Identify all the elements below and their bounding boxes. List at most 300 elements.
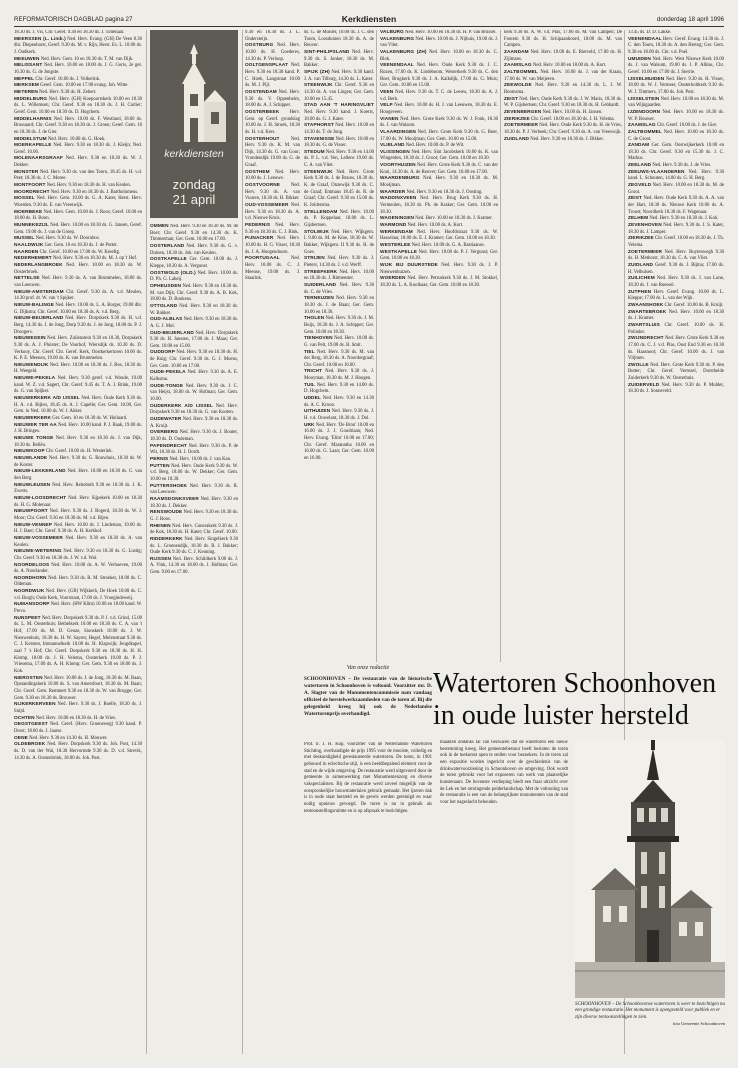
place-name: WAGENINGEN [380,216,414,222]
place-name: VIANEN [380,116,399,122]
place-name: SINT-PHILIPSLAND [304,49,350,55]
place-name: UDDEL [304,396,321,402]
church-service-entry: STOLWIJK Ned. Herv. Wijkgem. I. 9.00 ds. M. de Kloe, 18.30 ds. W. Bakker, Wijkgem. II 9.30 ds. H. de Goes. [304,229,374,255]
church-service-entry: NIEUWER TER AA Ned. Herv. 10.00 kand. P. J. Baak, 19.00 ds. J. H. Bringes. [14,422,142,435]
church-service-entry: OUDDORP Ned. Herv. 9.30 en 18.30 ds. H. de Ruig; Chr. Geref. 9.30 ds. G. J. Moens, Ger. Gem. 10.00 en 17.00. [150,350,238,369]
place-name: WAARDENBURG [380,176,420,182]
place-name: MOSSEL [14,196,35,202]
place-name: VEEN [380,89,394,95]
place-name: NIEUWPOORT [14,509,48,515]
church-service-entry: IJSSELMUIDEN Ned. Herv. 9.30 ds. H. Visser, 18.00 ds. W. J. Vermeer, Oosterholtkerk 9.30 ds. W. J. Timmers, 17.00 ds. Joh. Post. [628,76,724,95]
church-service-entry: OEGSTGEEST Ned. Geref. (Herv. Groeneweg) 9.30 kand. P. Drost; 18.00 ds. J. Jaarse. [14,722,142,734]
place-name: ZUIDLAND [504,136,530,142]
church-service-entry: RAAMSDONKSVEER Ned. Herv. 9.30 en 18.30 ds. J. Dekker. [150,496,238,509]
place-name: THOLEN [304,316,325,322]
place-name: OOSTERHOUT [245,136,280,142]
place-name: STEENWIJK [304,83,333,89]
place-name: ZUILICHEM [628,276,655,282]
church-service-entry: NOORDHORN Ned. Herv. 9.30 ds. R. M. Stroeker, 18.00 ds. C. Oldeman. [14,575,142,588]
church-service-entry: OOSTERLAND Ned. Herv. 9.30 ds. G. v. Duinen, 18.30 ds. Joh. van Keulen. [150,243,238,256]
church-service-entry: UDDEL Ned. Herv. 9.30 en 14.30 ds. A. C. Kroon. [304,396,374,408]
place-name: NUMANSDORP [14,602,50,608]
church-service-entry: WIJK BIJ DUURSTEDE Ned. Herv. 9.30 ds. J. P. Nieuwenhuizen. [380,262,498,275]
church-service-entry: WADDINXVEEN Ned. Herv. Brug Kerk 9.30 ds. H. Vermeulen, 18.30 ds. Ph. de Kraker; Ger. Gem. 10.00 en 18.30. [380,196,498,215]
church-service-entry: WAARDENBURG Ned. Herv. 9.30 en 18.30 ds. M. Mooijman. [380,176,498,189]
photo-credit: foto Gemeente Schoonhoven [672,1020,725,1026]
church-service-entry: OCHTEN Ned. Herv. 10.00 en 18.30 ds. H. de Vries. [14,715,117,721]
church-service-entry: NIEUW-VENNEP Ned. Herv. 10.00 ds. J. Lindeman, 19.00 ds. H. J. Baer; Chr. Geref. 9.30 ds. A. H. Kerkhof. [14,522,142,535]
place-name: MIDDELSTUM [14,136,47,142]
church-service-entry: VEENENDAAL Herv. Geref. Evang. 14.30 ds. J. C. den Toom, 18.30 ds. A. den Hertog; Ger. Gem. 9.30 en 18.00 ds. Chr. v.d. Poel. [628,36,724,55]
church-service-entry: VEENENDAAL Ned. Herv. Oude Kerk 9.30 ds. J. C. Rozen, 17.00 ds. K. Lindeboom, Westerkerk 9.30 ds. C. den Boer, Brugkerk 9.30 ds. J. A. Kalkdijk, 17.00 ds. G. Muis; Ger. Gem. 10.00 en 15.00. [380,63,498,89]
place-name: ZWAANSHOEK [628,302,664,308]
place-name: ZEVENHOVEN [628,223,662,229]
church-service-entry: TERNEUZEN Ned. Herv. 9.30 en 18.30 ds. J. de Baan; Ger. Gem. 10.00 en 18.30. [304,296,374,315]
place-name: OCHTEN [14,715,35,721]
place-name: ZWARTEBROEK [628,309,667,315]
place-name: IJZENDOORN [628,109,661,115]
church-service-entry: ZOETERMEER Ned. Herv. Oude Kerk 9.30 ds. H. de Vries, 18.30 ds. P. J. Verbeek; Chr. Geref. 9.30 ds. A. van Vreeswijk. [504,123,622,135]
church-service-entry: MONTFOORT Ned. Herv. 9.30 en 18.30 ds. H. van Keulen. [14,183,131,189]
church-service-entry: MEEUWEN Ned. Herv. Gem. 10 en 18.30 ds. T. M. van Dijk. [14,56,134,62]
place-name: MEEUWEN [14,56,40,62]
place-name: ZELHEM [628,216,649,222]
church-service-entry: MIDDELBURG Ned. Herv. (GH) Koepoortskerk 10.00 en 18.30 ds. L. Willemsen; Chr. Geref. 9.30 en 18.30 ds. J. H. Carlier; Geref. Gem. 10.00 en 18.30 ds. D. Hogchem. [14,96,142,115]
place-name: MEERSSEN (L. Limb.) [14,36,66,42]
place-name: ZEEWOLDE [504,83,532,89]
church-service-entry: STREEFKERK Ned. Herv. 10.00 en 18.30 ds. J. Ritmeester. [304,269,374,282]
place-name: ZANDAM [628,143,650,149]
church-service-entry: ZANDAM Ger. Gem. Oostwijkerkerk 10.00 en 18.30 ds. Chr. Geref. 9.30 en 15.30 ds. J. C. Markus. [628,143,724,162]
place-name: ZEIST [504,96,518,102]
watertower-photo [575,740,725,998]
church-service-entry: kerk 9.30 ds. A. W. v.d. Plas, 17.00 ds. M. van Campen; De Fontein 9.30 ds. H. Schipaanboord, 18.00 ds. M. van Campen. [504,30,622,49]
place-name: STAPHORST [304,123,334,129]
place-name: RHENEN [150,523,171,529]
church-service-entry: NIEUWE TONGE Ned. Herv. 9.30 en 18.30 ds. J. van Dijk, 18.30 ds. Beliën. [14,436,142,448]
place-name: WESTKAPELLE [380,249,417,255]
church-service-entry: MELISSANT Ned. Herv. 10.00 en 18.00 ds. J. G. Goris, 2e ger. 10.30 ds. G. de Jongste. [14,63,142,75]
place-name: NAALDWIJK [14,243,44,248]
church-service-entry: SINT-PHILIPSLAND Ned. Herv. 9.30 ds. S. Jonker, 18.30 ds. M. Bakker. [304,49,374,69]
place-name: WARMOND [380,223,407,229]
place-name: IJSSELMUIDEN [628,76,665,82]
feature-byline: Van onze redactie [346,665,390,671]
church-service-entry: METEREN Ned. Herv. 9.30 ds. H. Zebert. [14,89,97,95]
masthead-date: donderdag 18 april 1996 [656,16,724,23]
listing-column-2 [150,224,238,1054]
place-name: NIEUWLEUSEN [14,482,51,488]
place-name: NIEUWLANDE [14,456,48,461]
place-name: NOORDELOOS [14,562,50,568]
church-service-entry: NEDERLANGBROEK Ned. Herv. 10.00 en 18.30 ds. W. Oosterbroek. [14,262,142,275]
church-service-entry: IJZENDOORN Ned. Herv. 10.00 en 18.30 ds. W. P. Bouwer. [628,109,724,122]
church-service-entry: NAARDEN Chr. Geref. 10.00 en 17.00 ds. W. Kreeftg. [14,249,121,255]
church-service-entry: ZEIST Ned. Herv. Oude Kerk 9.30 ds. J. W. Maris, 18.30 ds. W. P. Gijsbertsen; Chr. Geref. 9.30 en 18.30 ds. H. Gebhardt. [504,96,622,109]
church-service-entry: 18.30 ds. J. Vis, Chr. Geref. 9.30 en 18.30 ds. J. Tollenaar. [14,30,125,35]
feature-headline: Watertoren Schoonhoven in oude luister hersteld [433,668,717,731]
place-name: MONTFOORT [14,183,46,189]
listing-column-5 [380,30,498,662]
place-name: RIJSSEN [150,556,172,562]
place-name: NIEUW-VENNEP [14,522,53,528]
church-service-entry: TIENHOVEN Ned. Herv. 10.00 ds. G. van Pelt, 19.00 ds. B. Smit. [304,336,374,348]
place-name: MOORDRECHT [14,189,50,195]
church-service-entry: MOORDRECHT Ned. Herv. 9.30 en 18.30 ds. J. Bartholomeus. [14,189,139,195]
church-service-entry: TRICHT Ned. Herv. 9.30 ds. J. Mooyman, 18.30 ds. M. J. Hoogen. [304,369,374,382]
church-service-entry: RENSWOUDE Ned. Herv. 9.30 en 18.30 ds. G. J. Roos. [150,510,238,522]
church-service-entry: OOSTVOORNE Ned. Herv. 9.30 ds. A. van Vuuren, 18.30 ds. H. Bikker. [245,183,300,202]
place-name: OVERBERG [150,430,178,436]
place-name: STEENWIJK [304,169,333,175]
church-service-entry: MEERSSEN (L. Limb.) Ned. Herv. Evang. (GH) De Veen 8.30 dhr. Diepenhorst, Geref. 9.30 ds. M. v. Rijn, Herst. Ev. L. 10.00 ds. J. Oudkerk. [14,36,142,55]
church-service-entry: MIDDELSTUM Ned. Herv. 10.00 ds. G. Hoek. [14,136,106,142]
church-service-entry: ZALTBOMMEL Ned. Herv. 10.00 en 18.30 ds. C. de Groot. [628,129,724,142]
church-service-entry: STAVENISSE Ned. Herv. 10.00 en 18.30 ds. G. de Visser. [304,136,374,149]
place-name: WADDINXVEEN [380,196,417,202]
church-service-entry: VALKENBURG Ned. Herv. 10.00 ds. J. Nijhuis, 19.00 ds. J. van Vliet. [380,36,498,49]
place-name: OUDERKERK A/D IJSSEL [150,403,213,409]
church-service-entry: NIEUWKOOP Chr. Geref. 10.00 ds. H. Westerink. [14,449,113,455]
church-service-entry: VALKENBURG (ZH) Ned. Herv. 10.00 en 18.30 ds. C. Blok. [380,49,498,62]
place-name: VOORTHUIZEN [380,163,416,169]
church-service-entry: ZEEWOLDE Ned. Herv. 9.30 en 14.30 ds. L. J. W. Boomsma. [504,83,622,95]
place-name: VLAARDINGEN [380,129,416,135]
place-name: VALKENBURG (ZH) [380,49,427,55]
church-service-entry: WERKENDAM Ned. Herv. Hoofdstraat 9.30 ds. W. Hasselaar, 18.00 ds. E. J. Kramer; Ger. Gem. 10.00 en 18.30. [380,229,498,242]
church-service-entry: STEENWIJK Chr. Geref. 9.30 en 14.30 ds. A. van Lingen; Ger. Gem. 10.00 en 15.45. [304,83,374,102]
place-name: SUIDERLAND [304,282,337,288]
place-name: OUDDORP [150,350,175,356]
place-name: OPHEUSDEN [150,283,181,289]
place-name: MUNNEKEZIJL [14,223,49,229]
place-name: OUDE-TONGE [150,383,184,389]
church-service-entry: VALBURG Ned. Herv. 10.00 en 18.30 ds. H. P. van Brussel. [380,30,497,35]
church-service-entry: NIEUWE-PEKELA Ned. Herv. 9.30 geref. v.d. Woude, 19.00 kand. W. Z. v.d. Sagert, Chr. Geref. 9.45 ds. T. A. J. Brink, 19.00 ds. G. van Spijker. [14,376,142,395]
place-name: TERNEUZEN [304,296,334,302]
place-name: IJSSELSTEIN [628,96,660,102]
church-service-entry: NIEUWPOORT Ned. Herv. 9.30 ds. J. Bogerd, 18.30 ds. W. J. Moor; Chr. Geref. 9.30 en 18.30 ds. M. v.d. Bijen. [14,509,142,521]
place-name: TUIL [304,382,315,388]
place-name: NIEUW-LOOSDRECHT [14,495,67,501]
church-service-entry: OUDE-PEKELA Ned. Herv. 9.30 ds. A. E. Kalksma. [150,370,238,383]
place-name: OLDEBROEK [14,742,46,748]
feature-body-column-1: Prof. ir. J. H. Kop, voorzitter van de Nederlandse Watertoren Stichting, overhandigde de prijs 1995 voor de mooiste, volledig en met deskundigheid gerestaureerde watertoren. De toren, in 1901 gebouwd in eclectische stijl, is een beeldbepalend element voor de stad en de wijde omgeving. De restauratie werd uitgevoerd door de gemeente in samenwerking met Monumentenzorg en diverse vakspecialisten. Bij de restauratie werd zoveel mogelijk van de oorspronkelijke bouwmaterialen gebruik gemaakt. Het ijzeren dak is in oude staat hersteld en de gevels werden gereinigd en waar nodig opnieuw gevoegd. De toren is nu in gebruik als tentoonstellingsruimte en is op afspraak te bezichtigen. [304,742,432,814]
place-name: ZWOLLE [628,362,649,368]
place-name: VEENENDAAL [380,63,414,69]
place-name: OOSTWOLD (OLD.) [150,270,196,276]
church-service-entry: OMMEN Ned. Herv. 9.30 en 18.30 ds. M. de Boer; Chr. Geref. 9.30 en 14.30 ds. K. Timmerman; Ger. Gem. 10.00 en 17.00. [150,224,238,243]
place-name: ZEIST [628,196,642,202]
listing-column-1 [14,30,142,1054]
place-name: ZUIDERVELD [628,382,660,388]
place-name: ZAANDAM [504,49,529,55]
church-service-entry: WARMOND Ned. Herv. 10.00 ds. A. Kort. [380,223,464,229]
place-name: MONSTER [14,169,39,175]
church-service-entry: MOLENAARSGRAAF Ned. Herv. 9.30 en 18.30 ds. W. J. Dekker. [14,156,142,169]
church-service-entry: MUNNEKEZIJL Ned. Herv. 10.00 en 18.30 ds. G. Jansen, Geref. Gem. 19.00 ds. J. van de Groep. [14,223,142,235]
church-service-entry: NIEUW-AMSTERDAM Chr. Geref. 9.30 ds. A. v.d. Meulen, 14.30 prof. dr. W. van 't Spijker. [14,289,142,302]
church-service-entry: WAARDER Ned. Herv. 9.30 en 18.30 ds. J. Oosting. [380,189,483,195]
church-service-entry: STELLENDAM Ned. Herv. 10.00 ds. P. Koppelaar, 18.00 ds. L. Gijsbertsen. [304,209,374,229]
place-name: VALBURG [380,30,404,35]
place-name: NIEUW-BALINGE [14,302,54,308]
place-name: TIEL [304,349,315,355]
church-service-entry: NIJKERKERVEEN Ned. Herv. 9.30 ds. J. Roelle, 18.30 ds. J. Snijd. [14,702,142,714]
place-name: MOERKAPELLE [14,143,52,149]
place-name: OOSTBURG [245,43,274,49]
kerkdiensten-date [150,178,238,207]
place-name: ZEGVELD [628,183,652,189]
place-name: ZALTBOMMEL [628,129,662,135]
church-service-entry: TIEL Ned. Herv. 9.30 ds. M. van der Berg, 18.30 ds. A. Noordergraaf; Chr. Geref. 10.00 en 16.00. [304,349,374,368]
church-service-entry: ZUIDLAND Geref. 9.30 ds. J. Bijma; 17.00 ds. H. Velhuisen. [628,262,724,275]
church-service-entry: NIEUW-BALINGE Ned. Herv. 10.00 ds. L. A. Borger, 19.00 dhr. G. Dijkstra; Chr. Geref. 10.00 en 18.30 ds. A. v.d. Berg. [14,302,142,315]
church-service-entry: NIEUWERKERK Ger. Gem. 10 en 18.30 ds. W. Hullaard. [14,416,128,422]
church-service-entry: NETTELSE Ned. Herv. 9.30 ds. A. van Brummelen, 18.00 ds. van Leeuwen. [14,276,142,288]
place-name: MIDDELBURG [14,96,48,102]
masthead [14,14,724,27]
place-name: NIEUW-LEKKERLAND [14,469,66,475]
feature-lead: SCHOONHOVEN – De restauratie van de historische watertoren in Schoonhoven is voltooid. Voorzitter mr. D. A. Slagter van de Monumentencommissie nam vandaag officieel de herstelwerkzaamheden van de toren af. Bij die gelegenheid kreeg hij ook de Nederlandse Watertorenprijs overhandigd. [304,676,432,718]
church-service-entry: OOSTENDAM Ned. Herv. 9.30 ds. V. Oppenheim, 18.00 ds. A. J. Schipper. [245,89,300,109]
church-service-entry: OLDEBROEK Ned. Herv. Dorpskerk 9.30 ds. Joh. Post, 14.30 ds. D. van der Wal, 18.30 Hervormde 9.30 ds. D. v.d. Strevik, 14.30 ds. A. Oostenbrink, 18.00 ds. Joh. Post. [14,742,142,761]
church-service-entry: POORTUGAAL Ned. Herv. 10.00 ds. C. J. Meeuse, 19.00 ds. J. Staarink. [245,256,300,282]
place-name: STAVENISSE [304,136,335,142]
place-name: ZAAMSLAG [504,63,532,69]
church-service-entry: WESTERLEE Ned. Herv. 10.00 ds. G. A. Bastiaanse. [380,243,485,248]
church-service-entry: NIEUWERKERK A/D IJSSEL Ned. Herv. Oude Kerk 9.30 ds. H. A. v.d. Bijlen, 18.45 ds. A. J. Capelle; Ger. Gem. 10.00, Ger. Gem. in Ned. 10.00 ds. W. J. Akker. [14,396,142,415]
church-service-entry: MERKSEM Geref. Gem. 10.00 en 17.00 evang. Joh. Witte. [14,83,129,89]
place-name: PIJNACKER [245,236,274,242]
place-name: NIEUWEGEIN [14,336,46,342]
place-name: NIEUW-AMSTERDAM [14,289,64,295]
church-service-entry: OOSTWOLD (OLD.) Ned. Herv. 10.00 ds. D. Ph. G. Laheij. [150,270,238,283]
church-service-entry: OUDERKERK A/D IJSSEL Ned. Herv. Dorpskerk 9.30 en 18.30 ds. G. van Kooten. [150,403,238,416]
photo-caption [575,1002,725,1027]
masthead-section-title: Kerkdiensten [341,14,397,24]
masthead-paper-page: REFORMATORISCH DAGBLAD pagina 27 [14,16,133,23]
church-service-entry: VOORTHUIZEN Ned. Herv. Grote Kerk 9.30 ds. C. van der Kooi, 14.30 ds. A. de Reuver; Ger. Gem. 10.00 en 17.00. [380,163,498,175]
place-name: WERKENDAM [380,229,413,235]
church-service-entry: NIEUW-BEIJERLAND Ned. Herv. Dorpskerk 9.30 ds. H. v.d. Berg, 14.30 ds. J. de Jong, Dorp 9.30 ds. J. de Jong, 18.00 ds. P. J. Droogers. [14,316,142,335]
church-service-entry: ZWARTSLUIS Chr. Geref. 10.00 ds. H. Polinder. [628,322,724,335]
place-name: OEGSTGEEST [14,722,48,728]
church-service-entry: OOSTERHOUT Ned. Herv. 9.30 ds. K. M. van Dijk, 14.30 ds. G. van Goor; Vrondendijk 19.00 ds. G. de Graaf. [245,136,300,169]
place-name: NIEUW-VOSSEMEER [14,535,63,541]
place-name: WOERDEN [380,276,406,282]
place-name: STRIJEN [304,256,325,262]
church-service-entry: STAD AAN 'T HARINGVLIET Ned. Herv. 9.30 kand. J. Koerts, 18.00 ds. G. J. Kater. [304,103,374,122]
church-service-entry: ZWIJNDRECHT Ned. Herv. Grote Kerk 9.30 en 17.00 ds. C. J. v.d. Plas, Oost End 9.30 en 18.30 ds. Haasnoot; Chr. Geref. 10.00 ds. J. van Vlijmen. [628,336,724,362]
church-service-entry: MEPPEL Chr. Geref. 10.00 ds. J. Volkerink. [14,76,101,82]
church-service-entry: NIEUWE-WETERING Ned. Herv. 9.30 en 18.30 ds. G. Lustig; Chr. Geref. 9.30 en 18.30 ds. J. W. v.d. Wal. [14,549,142,561]
listing-column-6 [504,30,622,662]
church-service-entry: PAPENDRECHT Ned. Herv. 9.30 ds. P. de Wit, 18.30 ds. H. J. Oordt. [150,443,238,456]
place-name: ZWIJNDRECHT [628,336,664,342]
place-name: NEDERLANGBROEK [14,262,63,268]
church-service-entry: MOERKAPELLE Ned. Herv. 9.30 en 18.30 ds. J. Kleijn; Ned. Geref. 10.00. [14,143,142,155]
place-name: SPIJK (ZH) [304,69,330,75]
church-service-entry: NIEUWENDIJK Ned. Herv. 10.00 en 18.30 ds. J. Bos, 18.30 ds. H. Weegeld. [14,362,142,375]
church-service-entry: ZEVENHOVEN Ned. Herv. 9.30 ds. J. S. Kater, 18.30 ds. J. Lamper. [628,223,724,235]
church-service-entry: OUD-VOSSEMEER Ned. Herv. 9.30 en 18.30 ds. A. v.d. Nieuwe Kruis. [245,203,300,222]
church-service-entry: ZEELAND Ned. Herv. 9.30 ds. J. de Vries. [628,163,712,169]
church-service-entry: OOSTKAPELLE Ger. Gem. 10.00 ds. J. Kleppe, 18.30 ds. A. Vergunst. [150,257,238,269]
church-service-entry: OOSTERBEEK Herv. Gem. op Geref. grondslag 10.00 ds. J. H. Stroek, 18.30 ds. H. v.d. Kers. [245,109,300,135]
place-name: NAARDEN [14,249,39,255]
place-name: NIEUWENDIJK [14,362,49,368]
place-name: PAPENDRECHT [150,443,187,449]
church-service-entry: UMUIDEN Ned. Herv. West Nieuwe Kerk 10.00 ds. J. van Walsum, 19.00 ds. J. P. Albias, Chr. Geref. 10.00 en 17.00 ds. J. Sterrie. [628,56,724,75]
church-service-entry: THOLEN Ned. Herv. 9.30 ds. J. M. Buijs, 18.30 ds. J. A. Schipper; Ger. Gem. 10.00 en 18.30. [304,316,374,335]
place-name: PERNIS [150,456,169,462]
place-name: ZEELAND [628,163,652,169]
place-name: OMMEN [150,224,169,229]
church-service-entry: STRIJEN Ned. Herv. 9.30 ds. J. Pieters, 14.30 ds. J. v.d. Werff. [304,256,374,268]
place-name: RENSWOUDE [150,510,183,516]
place-name: STAD AAN 'T HARINGVLIET [304,103,374,109]
church-service-entry: IJSSELSTEIN Ned. Herv. 10.00 en 18.30 ds. M. van Wijngaarden. [628,96,724,109]
church-service-entry: WESTKAPELLE Ned. Herv. 10.00 ds. P. J. Vergunst; Ger. Gem. 10.00 en 18.30. [380,249,498,262]
church-service-entry: VLAARDINGEN Ned. Herv. Grote Kerk 9.30 ds. G. Boer, 17.00 ds. W. Mooijman; Ger. Gem. 10.00 en 15.00. [380,129,498,142]
church-service-entry: VELP Ned. Herv. 10.00 ds. H. J. van Leeuwen, 18.30 ds. E. Hoogeveen. [380,103,498,115]
place-name: NOORDHORN [14,575,47,581]
church-service-entry: NIEUWEGEIN Ned. Herv. Zuilenstein 9.30 en 18.30, Dorpskerk 9.30 ds. A. J. Pluister; De Voorhof, Wiersdijk ds. 10.30 ds. D. Verkooy, Chr. Geref. Chr. Geref. Kerk, Oostkerkertoren 10.00 ds. K. P. E. Meenen, 19.00 ds. K. van Brummelen. [14,336,142,362]
church-service-entry: OPHEUSDEN Ned. Herv. 9.30 en 18.30 ds. M. van Dijk; Chr. Geref. 9.30 ds. A. B. Kok, 18.00 ds. D. Bonkens. [150,283,238,303]
church-service-entry: NOORDWIJK Ned. Herv. (GB) Wijkkerk, De Hoek 10.00 ds. C. v.d. Burgh; Oude Kerk, Voorstraat, 17.00 ds. J. Vroegindeweij. [14,589,142,601]
place-name: UMUIDEN [628,56,651,62]
church-service-entry: OOSTHEM Ned. Herv. 10.00 ds. J. Leeuwe. [245,169,300,182]
place-name: STEDUM [304,149,325,155]
church-service-entry: ZAAMSLAG Ned. Herv. 10.00 en 18.00 ds. A. Kort. [504,63,607,69]
place-name: VELP [380,103,393,109]
place-name: NIEUW-BEIJERLAND [14,316,64,322]
place-name: OOSTHEM [245,169,270,175]
watertower-illustration [575,740,725,998]
place-name: OUD-VOSSEMEER [245,203,289,209]
place-name: MOERBEKE [14,209,43,215]
place-name: MERKSEM [14,83,39,89]
church-service-entry: STEDUM Ned. Herv. 9.30 en 14.00 ds. P. L. v.d. Ven, Lellens 19.00 ds. C. A. van Vliet. [304,149,374,169]
place-name: NOORDWIJK [14,589,45,595]
church-service-entry: SUIDERLAND Ned. Herv. 9.30 ds. C. de Vries. [304,282,374,295]
church-service-entry: URK Ned. Herv. 'De Bron' 10.00 en 16.00 ds. J. J. Goudriaan; Ned. Herv. Evang. 'Elim' 10.00 en 17.00; Chr. Geref. Maranatha 10.00 en 16.00 ds. G. Laan; Ger. Gem. 10.00 en 16.00. [304,422,374,461]
church-service-entry: ZOETERMEER Ned. Herv. Buytenwegh 9.30 ds. H. Methorst, 18.30 ds. C. A. van Vliet. [628,249,724,262]
place-name: OOSTERBEEK [245,109,280,115]
place-name: STELLENDAM [304,209,338,215]
place-name: VALKENBURG [380,36,415,42]
church-service-entry: PIJNACKER Ned. Herv. 10.00 ds. H. G. Visser, 18.30 ds. J. A. Hoogendoorn. [245,236,300,255]
church-service-entry: VEEN Ned. Herv. 9.30 ds. T. C. de Leeuw, 18.30 ds. A. J. v.d. Berk. [380,89,498,102]
church-service-entry: PUTTEN Ned. Herv. Oude Kerk 9.30 ds. W. v.d. Berg, 18.00 ds. W. Dekker; Ger. Gem. 10.00 en 18.30. [150,463,238,482]
church-service-entry: ZIERIKZEE Chr. Geref. 10.00 en 18.30 ds. J. H. Velema. [504,116,615,122]
place-name: URK [304,422,315,428]
place-name: OUDEWATER [150,417,182,423]
church-service-entry: SPIJK (ZH) Ned. Herv. 9.30 kand. J. A. van Tilburg, 14.30 ds. L. Kater. [304,69,374,82]
place-name: METEREN [14,89,38,95]
church-service-entry: STEENWIJK Ned. Herv. Grote Kerk 9.30 ds. J. de Brauw, 18.30 ds. K. de Graaf, Onzewijk 9.30 ds. C. de Graaf, Emmaus 18.45 ds. R. de Graaf; Chr. Geref. 9.30 en 15.00 ds. K. Joldersma. [304,169,374,209]
church-service-entry: NIEROSTEN Ned. Herv. 10.00 ds. J. de Jong, 18.30 ds. M. Baan, Opstandingskerk 10.00 ds. S. van Amersfoort, 18.30 ds. M. Baan; Chr. Geref. Gem. Remmert 9.30 en 18.30 ds. W. van Brugge; Ger. Gem. 9.30 en 18.30 ds. Brouwer. [14,675,142,701]
place-name: OOSTKAPELLE [150,257,187,263]
place-name: OOSTENDAM [245,89,277,95]
church-service-entry: OOSTBURG Ned. Herv. 10.00 ds. H. Goederes, 14.30 ds. P. Verloop. [245,43,300,62]
church-service-entry: ZAANDAM Ned. Herv. 10.00 ds. E. Rietveld, 17.00 ds. H. Zijlmans. [504,49,622,62]
place-name: STOLWIJK [304,229,329,235]
church-service-entry: WOERDEN Ned. Herv. Petruskerk 9.30 ds. J. M. Stokkel, 18.30 ds. L. A. Koolhaas; Ger. Gem. 10.00 en 18.30. [380,276,498,288]
place-name: NUNSPEET [14,615,41,621]
church-service-entry: OENE Ned. Herv. 9.30 en 14.30 ds. H. Mouwer. [14,735,108,741]
place-name: VLIELAND [380,143,405,149]
church-service-entry: PERNIS Ned. Herv. 10.00 ds. J. van Kan. [150,456,232,462]
place-name: ZALTBOMMEL [504,69,538,75]
place-name: POORTUGAAL [245,256,280,262]
church-service-entry: STAPHORST Ned. Herv. 10.00 en 14.30 ds. T. de Jong. [304,123,374,135]
church-service-entry: NIEUW-LOOSDRECHT Ned. Herv. Sijpekerk 10.00 en 18.30 ds. H. G. Molenaar. [14,495,142,508]
church-icon [160,44,228,144]
place-name: MOLENAARSGRAAF [14,156,63,162]
church-service-entry: VLISSINGEN Ned. Herv. Sint Jacobskerk 10.00 ds. K. van Wingerden, 18.30 ds. J. Groot; Ger. Gem. 10.00 en 18.30. [380,149,498,162]
church-service-entry: ZWOLLE Ned. Herv. Grote Kerk 9.30 ds. P. den Butter; Chr. Geref. Verrezel, Dorstheide Zuiderkerk 9.30 ds. W. Oosterhuis. [628,362,724,382]
church-service-entry: MOERBEKE Ned. Herv. Gem. 10.00 ds. J. Roos; Geref. 10.00 en 18.00 ds. H. Boon. [14,209,142,222]
listing-column-4 [304,30,374,662]
kerkdiensten-day: zondag [172,177,216,192]
church-service-entry: NAALDWIJK Ger. Gem. 10 en 18.30 ds. J. de Potter. [14,243,118,248]
place-name: NEDERHEMERT [14,256,52,262]
church-service-entry: NIEUWLEUSEN Ned. Herv. Rehoboth 9.30 en 18.30 ds. J. K. Zwerts. [14,482,142,495]
church-service-entry: ZEGVELD Ned. Herv. 10.00 en 18.30 ds. M. de Groot. [628,183,724,195]
church-service-entry: OUDE-TONGE Ned. Herv. 9.30 ds. J. C. van Heijst, 18.00 ds. W. Hofman; Ger. Gem. 10.00. [150,383,238,403]
church-service-entry: ZUIDERVELD Ned. Herv. 9.30 ds. P. Mulder, 18.30 ds. J. Sonneveld. [628,382,724,395]
place-name: OUD-BEIJERLAND [150,330,194,336]
church-service-entry: NIEUWLANDE Ned. Herv. 9.30 ds. G. Bouwhuis, 18.30 ds. W. de Koster. [14,456,142,468]
church-service-entry: ZEEUWS-VLAANDEREN Ned. Herv. 9.30 kand. L. Schouten, 14.00 ds. G. H. Berg. [628,169,724,182]
kerkdiensten-title: kerkdiensten [164,148,224,160]
church-service-entry: NEDERHEMERT Ned. Herv. 9.30 en 18.30 ds. M. J. op 't Hof. [14,256,138,262]
church-service-entry: OUDEWATER Ned. Herv. 9.30 en 18.30 ds. A. Kruijt. [150,417,238,429]
place-name: ZIERIKZEE [504,116,530,122]
church-service-entry: NIEUW-LEKKERLAND Ned. Herv. 10.00 en 18.30 ds. C. van den Berg. [14,469,142,481]
church-service-entry: OUD-ALBLAS Ned. Herv. 9.30 en 18.30 ds. A. G. J. Mol. [150,317,238,329]
place-name: ZOETERMEER [628,249,662,255]
church-service-entry: ZUIDLAND Ned. Herv. 9.30 en 18.30 ds. J. Bikker. [504,136,604,142]
place-name: OENE [14,735,28,741]
place-name: ZIERIKZEE [628,236,654,242]
church-service-entry: NUMANSDORP Ned. Herv. (HW Klim) 10.00 en 18.00 kand. W. Prevo. [14,602,142,615]
church-service-entry: ZUTPHEN Herv. Geref. Evang. 10.00 ds. L. Kleppe; 17.00 ds. L. van der Wijk. [628,289,724,302]
church-service-entry: ds. G. de Muider, 10.00 ds. J. C. den Toom, Loosduinen 18.30 ds. A. de Reuver. [304,30,374,49]
church-service-entry: 13.45 ds. D. D. Lakke. [628,30,672,35]
place-name: MUSSEL [14,236,35,242]
church-service-entry: ZIERIKZEE Chr. Geref. 10.00 en 18.30 ds. J. Th. Velema. [628,236,724,248]
place-name: PEDERNIS [245,223,271,229]
church-service-entry: 9.30 en 18.30 ds. J. L. Ondersteijn. [245,30,300,42]
church-service-entry: ZAAMSLAG Chr. Geref. 10.00 ds. J. de Gier. [628,123,718,129]
place-name: MELISSANT [14,63,43,69]
church-service-entry: WAGENINGEN Ned. Herv. 10.00 en 18.30 ds. J. Kramer. [380,216,493,222]
place-name: NIEUWER TER AA [14,422,57,428]
place-name: VEENENDAAL [628,36,662,42]
place-name: NIEUWE TONGE [14,436,54,442]
place-name: MEPPEL [14,76,35,82]
place-name: ZOETERMEER [504,123,538,129]
place-name: NIEUWE-PEKELA [14,376,56,382]
place-name: ZEEUWS-VLAANDEREN [628,169,685,175]
place-name: VLISSINGEN [380,149,410,155]
church-service-entry: NIEUW-VOSSEMEER Ned. Herv. 9.30 en 18.30 ds. A. van Keulen. [14,535,142,548]
church-service-entry: RHENEN Ned. Herv. Cunerakerk 9.30 ds. J. de Kok, 18.30 ds. H. Kater; Chr. Geref. 10.00. [150,523,238,536]
place-name: OUD-ALBLAS [150,317,183,323]
